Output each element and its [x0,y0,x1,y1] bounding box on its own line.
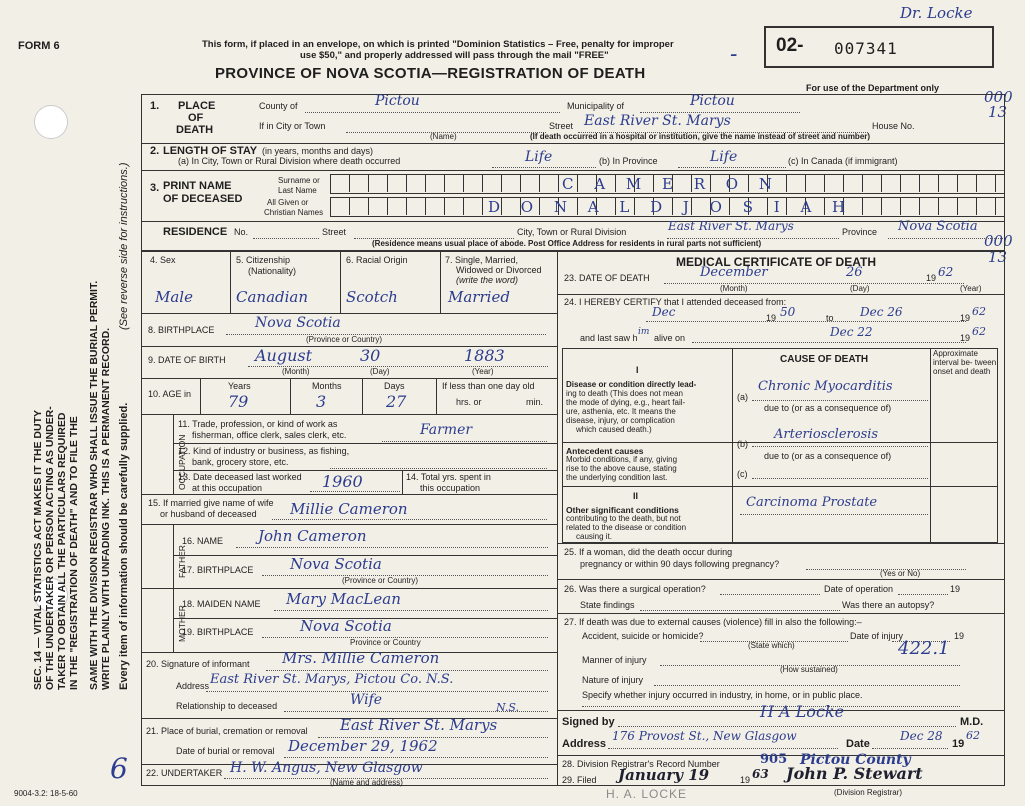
rule-12 [141,524,557,525]
sidebar-line1: SEC. 14 — VITAL STATISTICS ACT MAKES IT THE DUTY [32,409,44,690]
marital-label-3: (write the word) [456,275,519,285]
undertaker-value: H. W. Angus, New Glasgow [230,760,423,776]
q14-label: 14. Total yrs. spent in [406,472,491,482]
sig-date-label: Date [846,738,870,750]
county-value: Pictou [375,93,420,109]
attend-from-year: 50 [780,305,796,319]
q16-label: 16. NAME [182,536,224,546]
place-num: 1. [150,100,160,112]
q27a-date-label: Date of injury [850,631,904,641]
informant-signature: Mrs. Millie Cameron [282,649,440,667]
rule-10 [173,470,557,471]
q24-line-1 [646,321,966,322]
sidebar-line2: OF THE UNDERTAKER OR PERSON ACTING AS UNDER- [44,406,57,690]
q14-label-2: this occupation [420,483,481,493]
last-saw-label: and last saw h [580,333,638,343]
rule-9 [173,443,557,444]
q27-label: 27. If death was due to external causes (violence) fill in also the following:– [564,617,862,627]
place-label: PLACE [178,100,216,112]
other-line [740,514,928,515]
trade-value: Farmer [420,422,473,438]
rule-8 [141,414,557,415]
residence-note: (Residence means usual place of abode. Post Office Address for residents in rural parts not sufficient) [372,239,762,248]
q12-line [330,468,547,469]
mail-notice-2: use $50," and properly addressed will pass through the mail "FREE" [300,50,609,61]
q11-label-2: fisherman, office clerk, sales clerk, etc. [192,430,347,440]
dept-code-3: 000 [984,232,1013,250]
attend-to-year: 62 [972,305,986,318]
md-label: M.D. [960,716,984,728]
cause-divider-2 [930,348,931,543]
direct-5: disease, injury, or complication [566,416,675,425]
given-label: All Given or [267,198,309,207]
q11-label: 11. Trade, profession, or kind of work as [178,419,338,429]
citizenship-sub: (Nationality) [248,266,297,276]
dob-year-caption: (Year) [472,367,494,376]
mother-birthplace-caption: Province or Country [350,638,421,647]
county-label: County of [259,101,298,111]
mother-divider [173,588,174,652]
stay-a-value: Life [525,149,553,165]
last-worked-value: 1960 [322,472,363,491]
q12-label: 12. Kind of industry or business, as fishing, [178,446,350,456]
division-value: East River St. Marys [668,219,794,233]
nature-line [654,685,960,686]
stay-num: 2. [150,145,160,157]
rule-r2 [557,543,1005,544]
cause-divider-1 [732,348,733,543]
physician-signature: H A Locke [760,702,845,721]
dept-code-4: 13 [988,248,1008,266]
q27-while-caption: (State which) [748,641,795,650]
how-caption: (How sustained) [780,665,838,674]
father-side-label: FATHER [177,545,187,578]
direct-1: Disease or condition directly lead- [566,380,697,389]
sidebar-line6: WRITE PLAINLY WITH UNFADING INK. THIS IS A PERMANENT RECORD. [100,327,113,690]
margin-mark: 6 [110,752,128,785]
rule-r4 [557,613,1005,614]
street-value: East River St. Marys [584,113,731,129]
registration-number-box [764,26,994,68]
stay-label: LENGTH OF STAY [163,145,258,157]
sidebar-line5: SAME WITH THE DIVISION REGISTRAR WHO SHALL ISSUE THE BURIAL PERMIT. [88,280,100,690]
name-num: 3. [150,182,160,194]
min-label: min. [526,397,544,407]
q16-line [236,547,548,548]
surname-label: Surname or [278,176,320,185]
reg-prefix: 02- [776,35,804,56]
other-title: Other significant conditions [566,505,679,515]
stay-a-label: (a) In City, Town or Rural Division where death occurred [178,156,401,166]
due-b-label: due to (or as a consequence of) [764,451,892,461]
q19-label: 19. BIRTHPLACE [182,627,254,637]
age-months: 3 [316,392,327,411]
marital-label-2: Widowed or Divorced [456,265,542,275]
record-county: Pictou County [800,752,911,768]
attend-to-label: to [826,313,834,323]
birthplace-line [226,334,546,335]
residence-label: RESIDENCE [163,226,228,238]
q18-line [274,610,548,611]
municipality-value: Pictou [690,93,735,109]
form-code: 9004-3.2: 18-5-60 [14,789,78,798]
q26-findings-line [640,610,840,611]
cause-rule-2 [562,486,998,487]
q27a-label: Accident, suicide or homicide? [582,631,704,641]
racial-value: Scotch [346,288,398,306]
q15-label: 15. If married give name of wife [148,498,274,508]
antecedent-title: Antecedent causes [566,446,644,456]
q15-line [272,519,547,520]
other-value: Carcinoma Prostate [746,495,878,510]
q20-line [266,670,548,671]
given-value: D O N A L D J O S I A H [488,198,854,216]
antecedent-3: the underlying condition last. [566,473,668,482]
racial-label: 6. Racial Origin [346,255,408,265]
divider-4-5 [230,251,231,313]
attend-to-date: Dec 26 [860,305,903,319]
dob-day-caption: (Day) [370,367,390,376]
q22-label: 22. UNDERTAKER [146,768,223,778]
county-line [305,112,560,113]
informant-address-label: Address [176,681,210,691]
sig-date: Dec 28 [900,729,943,743]
registrar-signature: John P. Stewart [786,764,923,783]
burial-place: East River St. Marys [340,716,498,734]
q26-date-line [898,594,948,595]
dob-day: 30 [360,346,381,365]
q25-label: 25. If a woman, did the death occur during [564,547,733,557]
mother-side-label: MOTHER [177,605,187,642]
top-note: Dr. Locke [900,4,973,22]
dob-month: August [255,346,313,365]
direct-4: ure, asthenia, etc. It means the [566,407,676,416]
other-3: causing it. [576,532,613,541]
record-number: 905 [760,752,788,767]
other-1: contributing to the death, but not [566,514,681,523]
months-label: Months [312,381,342,391]
city-name-caption: (Name) [430,132,457,141]
q24-line-2 [692,342,966,343]
attend-from-prefix: 19 [766,313,777,323]
dash-mark: - [730,42,738,67]
q25-label-2: pregnancy or within 90 days following pregnancy? [580,559,780,569]
relationship-label: Relationship to deceased [176,701,278,711]
residence-province-value: Nova Scotia [898,219,978,234]
stat-code: 422.1 [898,638,950,659]
q12-label-2: bank, grocery store, etc. [192,457,289,467]
antecedent-2: rise to the above cause, stating [566,464,677,473]
cause-rule-1 [562,442,998,443]
rule-2 [141,170,1005,171]
sig-address-label: Address [562,738,607,750]
alive-on-label: alive on [654,333,686,343]
marital-value: Married [448,288,510,306]
death-year-caption: (Year) [960,284,982,293]
interval-label: Approximate interval be- tween onset and death [933,349,997,376]
q23-line [664,283,964,284]
death-day: 26 [846,265,863,280]
other-2: related to the disease or condition [566,523,687,532]
less-day-label: If less than one day old [442,381,535,391]
place-label-2: OF [188,112,204,124]
citizenship-label: 5. Citizenship [236,255,291,265]
q13-label: 13. Date deceased last worked [178,472,302,482]
alive-prefix: 19 [960,333,971,343]
cause-c-line [752,478,928,479]
divider-age-1 [200,378,201,414]
surname-label-2: Last Name [278,186,317,195]
q28-label: 28. Division Registrar's Record Number [562,759,720,769]
sidebar-line3: TAKER TO OBTAIN ALL THE PARTICULARS REQUIRED [56,412,69,690]
alive-date: Dec 22 [830,325,873,339]
rule-1 [141,143,1005,144]
place-label-3: DEATH [176,124,214,136]
death-year: 62 [938,265,954,279]
sig-year-prefix: 19 [952,738,965,750]
age-label: 10. AGE in [148,389,192,399]
ns-mark: N.S. [496,701,520,714]
rule-4 [141,250,1005,252]
direct-6: which caused death.) [576,425,652,434]
sidebar-instructions [32,406,80,690]
age-years: 79 [228,392,249,411]
column-divider [557,251,558,786]
rule-3 [141,221,1005,222]
signed-label: Signed by [562,716,615,728]
residence-province-label: Province [842,227,878,237]
stay-a-line [492,167,596,168]
sidebar-instructions-2 [88,281,112,690]
q23-label: 23. DATE OF DEATH [564,273,650,283]
attend-to-prefix: 19 [960,313,971,323]
name-label: PRINT NAME [163,180,232,192]
divider-age-4 [436,378,437,414]
municipality-label: Municipality of [567,101,625,111]
hrs-label: hrs. or [456,397,482,407]
undertaker-caption: (Name and address) [330,778,403,787]
father-divider [173,524,174,588]
burial-date: December 29, 1962 [288,737,438,755]
cause-title: CAUSE OF DEATH [780,354,869,365]
surname-value: C A M E R O N [562,175,780,193]
hospital-note: (If death occurred in a hospital or institution, give the name instead of street and number) [530,132,871,141]
sig-year: 62 [966,729,980,742]
sex-value: Male [155,288,193,306]
mother-birthplace-value: Nova Scotia [300,617,392,635]
father-birthplace-value: Nova Scotia [290,555,382,573]
cause-b-line [752,446,928,447]
birthplace-caption: (Province or Country) [306,335,383,344]
q26-19: 19 [950,584,961,594]
sidebar-line4: IN THE "REGISTRATION OF DEATH" AND TO FILE THE [68,416,81,690]
cause-b-label: (b) [737,439,748,449]
q15-label-2: or husband of deceased [160,509,257,519]
street-label: Street [549,121,574,131]
sex-label: 4. Sex [150,255,176,265]
residence-no-line [253,238,319,239]
burial-date-line [284,757,548,758]
occupation-divider [173,414,174,494]
rule-r3 [557,579,1005,580]
q26-date-label: Date of operation [824,584,894,594]
q17-label: 17. BIRTHPLACE [182,565,254,575]
father-name-value: John Cameron [258,527,367,545]
registrar-caption: (Division Registrar) [834,788,903,797]
attend-from-month: Dec [652,305,676,319]
q26-label: 26. Was there a surgical operation? [564,584,706,594]
rule-11 [141,494,557,495]
house-label: House No. [872,121,915,131]
death-day-caption: (Day) [850,284,870,293]
informant-address: East River St. Marys, Pictou Co. N.S. [210,672,454,687]
death-month-caption: (Month) [720,284,748,293]
sig-address-line [608,748,838,749]
birthplace-value: Nova Scotia [255,315,341,331]
reg-number: 007341 [834,39,898,58]
cause-a-line [752,400,928,401]
medical-title: MEDICAL CERTIFICATE OF DEATH [676,255,876,269]
divider-age-3 [362,378,363,414]
stay-b-line [678,167,786,168]
direct-3: the mode of dying, e.g., heart fail- [566,398,686,407]
q20-label: 20. Signature of informant [146,659,250,669]
residence-no-label: No. [234,227,249,237]
stay-b-value: Life [710,149,738,165]
filed-19: 19 [740,775,751,785]
rule-5 [141,313,557,314]
years-label: Years [228,381,251,391]
q26-findings-label: State findings [580,600,635,610]
death-month: December [700,265,768,280]
q11-line [382,441,547,442]
q13-label-2: at this occupation [192,483,263,493]
q26-line [720,594,820,595]
divider-6-7 [440,251,441,313]
burial-date-label: Date of burial or removal [176,746,275,756]
punch-hole-top [34,105,68,139]
birthplace-label: 8. BIRTHPLACE [148,325,215,335]
days-label: Days [384,381,405,391]
dept-code-1: 000 [984,88,1013,106]
rule-r1 [557,294,1005,295]
direct-2: ing to death (This does not mean [566,389,683,398]
form-number: FORM 6 [18,40,60,52]
antecedent-1: Morbid conditions, if any, giving [566,455,678,464]
age-days: 27 [386,392,407,411]
cause-c-label: (c) [737,469,748,479]
alive-year: 62 [972,325,986,338]
residence-street-label: Street [322,227,347,237]
division-label: City, Town or Rural Division [517,227,627,237]
relationship-value: Wife [350,692,383,708]
occupation-side-label: OCCUPATION [177,434,187,490]
cause-roman-1: I [636,365,639,375]
stay-c-label: (c) In Canada (if immigrant) [788,156,898,166]
signed-line [618,726,956,727]
sidebar-line8: (See reverse side for instructions.) [118,162,130,330]
dob-month-caption: (Month) [282,367,310,376]
manner-label: Manner of injury [582,655,647,665]
stay-b-label: (b) In Province [599,156,658,166]
cause-a-label: (a) [737,392,748,402]
q25-caption: (Yes or No) [880,569,921,578]
due-a-label: due to (or as a consequence of) [764,403,892,413]
specify-label: Specify whether injury occurred in industry, in home, or in public place. [582,690,863,700]
spouse-value: Millie Cameron [290,500,408,518]
q21-label: 21. Place of burial, cremation or removal [146,726,308,736]
mother-name-value: Mary MacLean [286,590,401,608]
q24-label: 24. I HEREBY CERTIFY that I attended deceased from: [564,297,787,307]
cause-roman-2: II [633,491,639,501]
divider-5-6 [340,251,341,313]
filed-date: January 19 [618,766,710,784]
dept-use-label: For use of the Department only [806,83,940,93]
dob-label: 9. DATE OF BIRTH [148,355,226,365]
citizenship-value: Canadian [236,288,309,306]
rule-14 [141,588,557,589]
sidebar-line7: Every item of information should be carefully supplied. [118,402,130,690]
q13-line [310,491,400,492]
dept-code-2: 13 [988,103,1008,121]
stay-sub: (in years, months and days) [262,146,374,156]
sig-date-line [872,748,948,749]
divider-13-14 [402,470,403,494]
q29-label: 29. Filed [562,775,597,785]
last-saw-mid: im [638,327,650,337]
locke-stamp: H. A. LOCKE [606,787,688,801]
q18-label: 18. MAIDEN NAME [182,599,261,609]
q26-autopsy-label: Was there an autopsy? [842,600,935,610]
sig-address: 176 Provost St., New Glasgow [612,729,797,743]
cause-b-value: Arteriosclerosis [774,427,879,442]
form-title: PROVINCE OF NOVA SCOTIA—REGISTRATION OF DEATH [215,65,646,82]
mail-notice-1: This form, if placed in an envelope, on which is printed "Dominion Statistics – Free, penalty for improper [202,39,674,50]
name-label-2: OF DECEASED [163,193,243,205]
rule-7 [141,378,557,379]
dob-year: 1883 [464,346,505,365]
marital-label: 7. Single, Married, [445,255,519,265]
nature-label: Nature of injury [582,675,644,685]
cause-a-value: Chronic Myocarditis [758,379,893,394]
city-label: If in City or Town [259,121,326,131]
divider-age-2 [290,378,291,414]
residence-province-line [888,238,1003,239]
filed-year: 63 [752,767,769,781]
death-year-prefix: 19 [926,273,937,283]
q27a-19: 19 [954,631,965,641]
father-birthplace-caption: (Province or Country) [342,576,419,585]
given-label-2: Christian Names [264,208,324,217]
